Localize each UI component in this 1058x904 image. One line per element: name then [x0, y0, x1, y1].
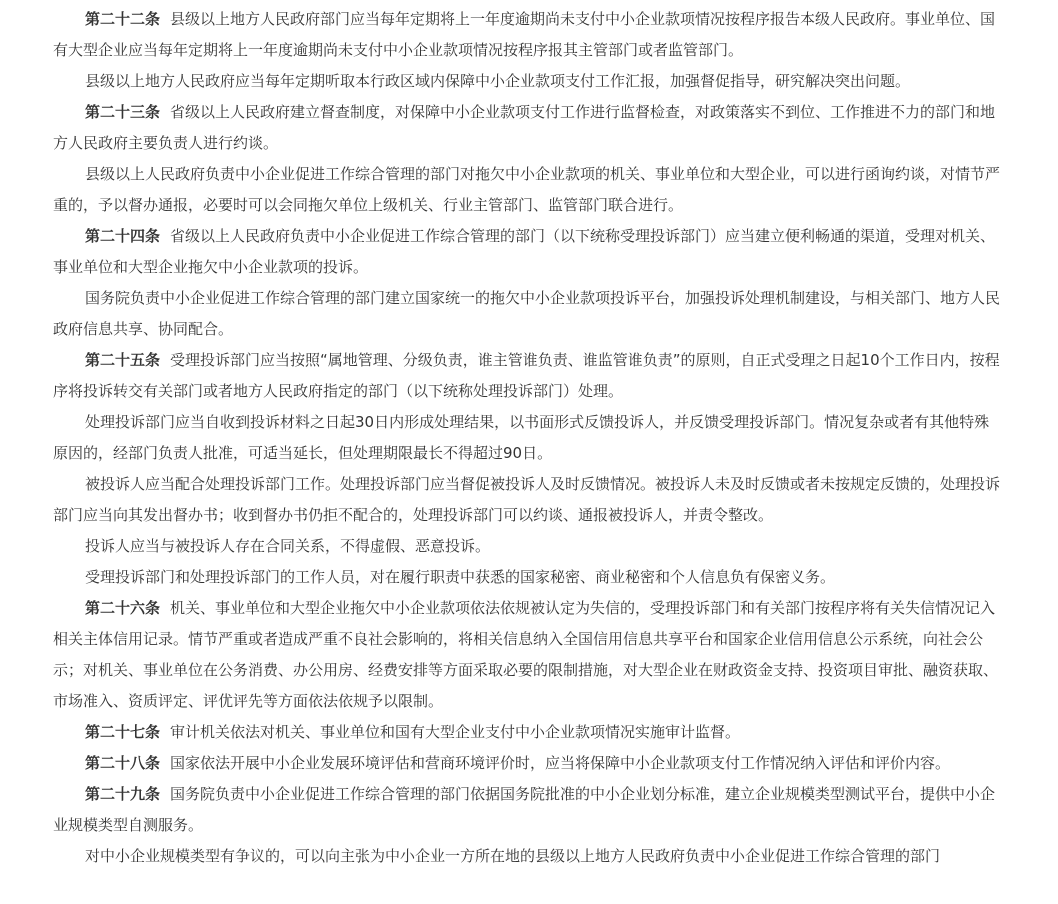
paragraph-text: 省级以上人民政府负责中小企业促进工作综合管理的部门（以下统称受理投诉部门）应当建立便利畅通的渠道，受理对机关、事业单位和大型企业拖欠中小企业款项的投诉。 [53, 227, 996, 276]
paragraph-25-4 [53, 531, 1003, 562]
paragraph-29-2 [53, 841, 1003, 872]
article-heading: 第二十七条 [85, 723, 161, 741]
paragraph-25-2 [53, 407, 1003, 469]
paragraph-24-2 [53, 283, 1003, 345]
paragraph-23-2 [53, 159, 1003, 221]
paragraph-26-1 [53, 593, 1003, 717]
paragraph-25-1 [53, 345, 1003, 407]
paragraph-text: 对中小企业规模类型有争议的，可以向主张为中小企业一方所在地的县级以上地方人民政府负责中小企业促进工作综合管理的部门 [85, 847, 941, 865]
paragraph-27-1 [53, 717, 1003, 748]
paragraph-25-5 [53, 562, 1003, 593]
paragraph-23-1 [53, 97, 1003, 159]
paragraph-text: 投诉人应当与被投诉人存在合同关系，不得虚假、恶意投诉。 [85, 537, 491, 555]
paragraph-text: 审计机关依法对机关、事业单位和国有大型企业支付中小企业款项情况实施审计监督。 [170, 723, 741, 741]
paragraph-22-1 [53, 4, 1003, 66]
paragraph-text: 国家依法开展中小企业发展环境评估和营商环境评价时，应当将保障中小企业款项支付工作情况纳入评估和评价内容。 [170, 754, 951, 772]
paragraph-text: 被投诉人应当配合处理投诉部门工作。处理投诉部门应当督促被投诉人及时反馈情况。被投诉人未及时反馈或者未按规定反馈的，处理投诉部门应当向其发出督办书；收到督办书仍拒不配合的，处理投诉部门可以约谈、通报被投诉人，并责令整改。 [53, 475, 1001, 524]
article-heading: 第二十八条 [85, 754, 161, 772]
paragraph-28-1 [53, 748, 1003, 779]
paragraph-text: 处理投诉部门应当自收到投诉材料之日起30日内形成处理结果，以书面形式反馈投诉人，并反馈受理投诉部门。情况复杂或者有其他特殊原因的，经部门负责人批准，可适当延长，但处理期限最长不得超过90日。 [53, 413, 990, 462]
paragraph-text: 受理投诉部门和处理投诉部门的工作人员，对在履行职责中获悉的国家秘密、商业秘密和个人信息负有保密义务。 [85, 568, 836, 586]
article-heading: 第二十五条 [85, 351, 161, 369]
article-heading: 第二十六条 [85, 599, 161, 617]
paragraph-25-3 [53, 469, 1003, 531]
article-heading: 第二十四条 [85, 227, 161, 245]
paragraph-text: 省级以上人民政府建立督查制度，对保障中小企业款项支付工作进行监督检查，对政策落实不到位、工作推进不力的部门和地方人民政府主要负责人进行约谈。 [53, 103, 996, 152]
paragraph-24-1 [53, 221, 1003, 283]
article-heading: 第二十二条 [85, 10, 161, 28]
paragraph-text: 国务院负责中小企业促进工作综合管理的部门建立国家统一的拖欠中小企业款项投诉平台，加强投诉处理机制建设，与相关部门、地方人民政府信息共享、协同配合。 [53, 289, 1001, 338]
document-body [53, 4, 1003, 872]
paragraph-text: 县级以上地方人民政府应当每年定期听取本行政区域内保障中小企业款项支付工作汇报，加强督促指导，研究解决突出问题。 [85, 72, 911, 90]
paragraph-text: 受理投诉部门应当按照“属地管理、分级负责，谁主管谁负责、谁监管谁负责”的原则，自正式受理之日起10个工作日内，按程序将投诉转交有关部门或者地方人民政府指定的部门（以下统称处理投诉部门）处理。 [53, 351, 1000, 400]
paragraph-text: 国务院负责中小企业促进工作综合管理的部门依据国务院批准的中小企业划分标准，建立企业规模类型测试平台，提供中小企业规模类型自测服务。 [53, 785, 996, 834]
paragraph-text: 县级以上地方人民政府部门应当每年定期将上一年度逾期尚未支付中小企业款项情况按程序报告本级人民政府。事业单位、国有大型企业应当每年定期将上一年度逾期尚未支付中小企业款项情况按程序报其主管部门或者监管部门。 [53, 10, 996, 59]
paragraph-29-1 [53, 779, 1003, 841]
article-heading: 第二十九条 [85, 785, 161, 803]
article-heading: 第二十三条 [85, 103, 161, 121]
paragraph-text: 县级以上人民政府负责中小企业促进工作综合管理的部门对拖欠中小企业款项的机关、事业单位和大型企业，可以进行函询约谈，对情节严重的，予以督办通报，必要时可以会同拖欠单位上级机关、行业主管部门、监管部门联合进行。 [53, 165, 1001, 214]
paragraph-text: 机关、事业单位和大型企业拖欠中小企业款项依法依规被认定为失信的，受理投诉部门和有关部门按程序将有关失信情况记入相关主体信用记录。情节严重或者造成严重不良社会影响的，将相关信息纳入全国信用信息共享平台和国家企业信用信息公示系统，向社会公示；对机关、事业单位在公务消费、办公用房、经费安排等方面采取必要的限制措施，对大型企业在财政资金支持、投资项目审批、融资获取、市场准入、资质评定、评优评先等方面依法依规予以限制。 [53, 599, 999, 710]
paragraph-22-2 [53, 66, 1003, 97]
